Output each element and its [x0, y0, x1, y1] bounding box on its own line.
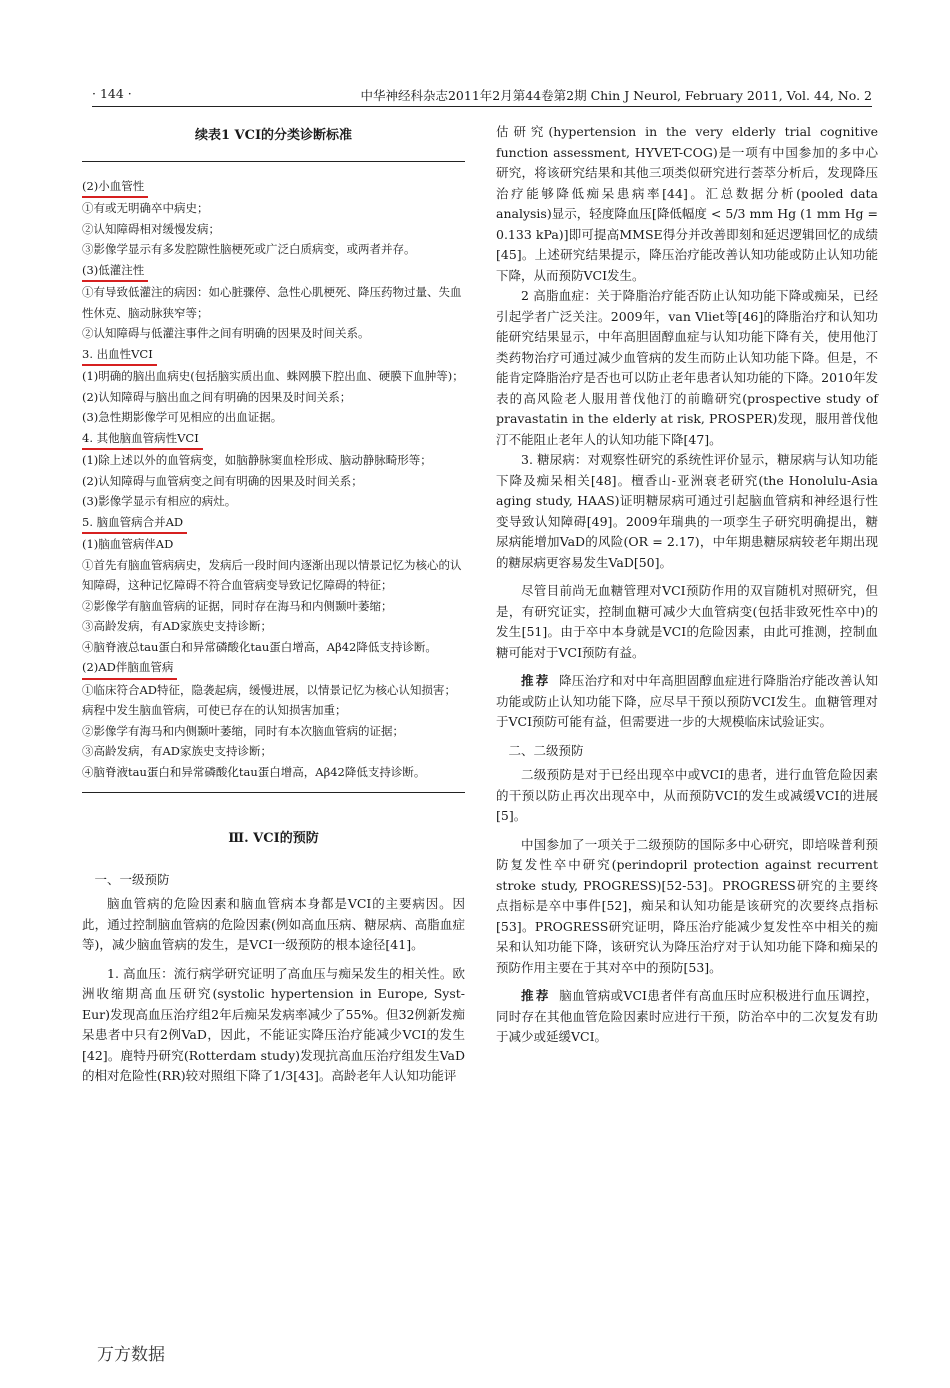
right-body-text	[496, 122, 878, 1048]
table-row: 4. 其他脑血管病性VCI	[82, 428, 203, 451]
paragraph: 估研究(hypertension in the very elderly trial cognitive function assessment, HYVET-COG)是一项有中国参加的多中心研究，将该研究结果和其他三项类似研究进行荟萃分析后，发现降压治疗能够降低痴呆患病率[44]。汇总数据分析(pooled data analysis)显示，轻度降血压[降低幅度 < 5/3 mm Hg (1 mm Hg = 0.133 kPa)]即可提高MMSE得分并改善即刻和延迟逻辑回忆的成绩[45]。上述研究结果提示，降压治疗能改善认知功能或防止认知功能下降，从而预防VCI发生。	[496, 124, 878, 283]
table-row: (2)AD伴脑血管病	[82, 657, 177, 680]
table-row: ③高龄发病，有AD家族史支持诊断；	[82, 744, 273, 758]
paragraph: 2 高脂血症：关于降脂治疗能否防止认知功能下降或痴呆，已经引起学者广泛关注。2009年，van Vliet等[46]的降脂治疗和认知功能研究结果显示，中年高胆固醇血症与认知功能下降有关，使用他汀类药物治疗可通过减少血管病的发生而防止认知功能下降。但是，不能肯定降脂治疗是否也可以防止老年患者认知功能的下降。2010年发表的高风险老人服用普伐他汀的前瞻研究(prospective study of pravastatin in the elderly at risk, PROSPER)发现，服用普伐他汀不能阻止老年人的认知功能下降[47]。	[496, 288, 878, 447]
paragraph: 尽管目前尚无血糖管理对VCI预防作用的双盲随机对照研究，但是，有研究证实，控制血糖可减少大血管病变(包括非致死性卒中)的发生[51]。由于卒中本身就是VCI的危险因素，由此可推测，控制血糖可能对于VCI预防有益。	[496, 583, 878, 660]
subsection-heading: 二、二级预防	[508, 742, 584, 758]
subsection-heading: 一、一级预防	[94, 871, 170, 887]
table-row: ①有导致低灌注的病因：如心脏骤停、急性心肌梗死、降压药物过量、失血性休克、脑动脉狭窄等；	[82, 285, 462, 320]
paragraph: 1. 高血压：流行病学研究证明了高血压与痴呆发生的相关性。欧洲收缩期高血压研究(systolic hypertension in Europe, Syst-Eur)发现高血压治疗组2年后痴呆发病率减少了55%。但32例新发痴呆患者中只有2例VaD，因此，不能证实降压治疗能减少VCI的发生[42]。鹿特丹研究(Rotterdam study)发现抗高血压治疗组发生VaD的相对危险性(RR)较对照组下降了1/3[43]。高龄老年人认知功能评	[82, 965, 465, 1083]
table-row: ③影像学显示有多发腔隙性脑梗死或广泛白质病变，或两者并存。	[82, 242, 416, 256]
table-row: ④脑脊液tau蛋白和异常磷酸化tau蛋白增高，Aβ42降低支持诊断。	[82, 764, 426, 779]
paragraph: 二级预防是对于已经出现卒中或VCI的患者，进行血管危险因素的干预以防止再次出现卒中，从而预防VCI的发生或减缓VCI的进展[5]。	[496, 767, 878, 823]
table-row: ③高龄发病，有AD家族史支持诊断；	[82, 619, 273, 633]
table-row: (2)认知障碍与脑出血之间有明确的因果及时间关系；	[82, 389, 352, 404]
table-row: ②影像学有脑血管病的证据，同时存在海马和内侧颞叶萎缩；	[82, 598, 393, 613]
recommendation-text: 脑血管病或VCI患者伴有高血压时应积极进行血压调控，同时存在其他血管危险因素时应进行干预，防治卒中的二次复发有助于减少或延缓VCI。	[496, 988, 878, 1044]
table-row: (1)明确的脑出血病史(包括脑实质出血、蛛网膜下腔出血、硬膜下血肿等)；	[82, 369, 464, 383]
table-row: 3. 出血性VCI	[82, 344, 157, 367]
table-row: ②认知障碍相对缓慢发病；	[82, 221, 220, 236]
table-row: (1)除上述以外的血管病变，如脑静脉窦血栓形成、脑动静脉畸形等；	[82, 453, 432, 467]
page-number: · 144 ·	[92, 86, 132, 101]
classification-table	[82, 162, 465, 793]
table-row: ①首先有脑血管病病史，发病后一段时间内逐渐出现以情景记忆为核心的认知障碍，这种记忆障碍不符合血管病变导致记忆障碍的特征；	[82, 557, 462, 592]
recommendation-label: 推荐	[521, 988, 551, 1003]
paragraph: 中国参加了一项关于二级预防的国际多中心研究，即培哚普利预防复发性卒中研究(perindopril protection against recurrent stroke study, PROGRESS)[52-53]。PROGRESS研究的主要终点指标是卒中事件[52]，痴呆和认知功能是该研究的次要终点指标[53]。PROGRESS研究证明，降压治疗能减少复发性卒中相关的痴呆和认知功能下降，该研究认为降压治疗对于认知功能下降和痴呆的预防作用主要在于其对卒中的预防[53]。	[496, 836, 878, 975]
right-column	[496, 122, 878, 1048]
table-row: (2)小血管性	[82, 176, 148, 199]
watermark: 万方数据	[97, 1345, 165, 1365]
table-row: (2)认知障碍与血管病变之间有明确的因果及时间关系；	[82, 473, 363, 488]
section-title: Ⅲ. VCI的预防	[228, 831, 319, 846]
table-row: ②认知障碍与低灌注事件之间有明确的因果及时间关系。	[82, 326, 370, 340]
table-title: 续表1 VCI的分类诊断标准	[194, 128, 353, 143]
table-bottom-rule	[82, 792, 465, 793]
left-column	[82, 122, 465, 1087]
table-row: (3)低灌注性	[82, 260, 148, 283]
paragraph: 脑血管病的危险因素和脑血管病本身都是VCI的主要病因。因此，通过控制脑血管病的危险因素(例如高血压病、糖尿病、高脂血症等)，减少脑血管病的发生，是VCI一级预防的根本途径[41]。	[82, 896, 465, 952]
table-row: ①临床符合AD特征，隐袭起病，缓慢进展，以情景记忆为核心认知损害；病程中发生脑血管病，可使已存在的认知损害加重；	[82, 682, 457, 717]
page-header	[92, 86, 872, 107]
recommendation-paragraph	[496, 986, 878, 1048]
paragraph: 3. 糖尿病：对观察性研究的系统性评价显示，糖尿病与认知功能下降及痴呆相关[48]。檀香山-亚洲衰老研究(the Honolulu-Asia aging study, HAAS)证明糖尿病可通过引起脑血管病和神经退行性变导致认知障碍[49]。2009年瑞典的一项孪生子研究明确提出，糖尿病能增加VaD的风险(OR = 2.17)，中年期患糖尿病较老年期出现的糖尿病更容易发生VaD[50]。	[496, 452, 878, 570]
recommendation-text: 降压治疗和对中年高胆固醇血症进行降脂治疗能改善认知功能或防止认知功能下降，应尽早干预以预防VCI发生。血糖管理对于VCI预防可能有益，但需要进一步的大规模临床试验证实。	[496, 673, 878, 729]
left-body-text	[82, 870, 465, 1087]
table-row: (3)影像学显示有相应的病灶。	[82, 494, 237, 508]
table-row: ②影像学有海马和内侧颞叶萎缩，同时有本次脑血管病的证据；	[82, 723, 404, 738]
table-row: (1)脑血管病伴AD	[82, 537, 174, 551]
table-row: ④脑脊液总tau蛋白和异常磷酸化tau蛋白增高，Aβ42降低支持诊断。	[82, 639, 437, 654]
recommendation-paragraph	[496, 671, 878, 733]
table-row: (3)急性期影像学可见相应的出血证据。	[82, 410, 283, 424]
table-row: 5. 脑血管病合并AD	[82, 512, 187, 535]
recommendation-label: 推荐	[521, 673, 551, 688]
table-row: ①有或无明确卒中病史；	[82, 201, 209, 215]
journal-citation: 中华神经科杂志2011年2月第44卷第2期 Chin J Neurol, February 2011, Vol. 44, No. 2	[360, 88, 872, 103]
